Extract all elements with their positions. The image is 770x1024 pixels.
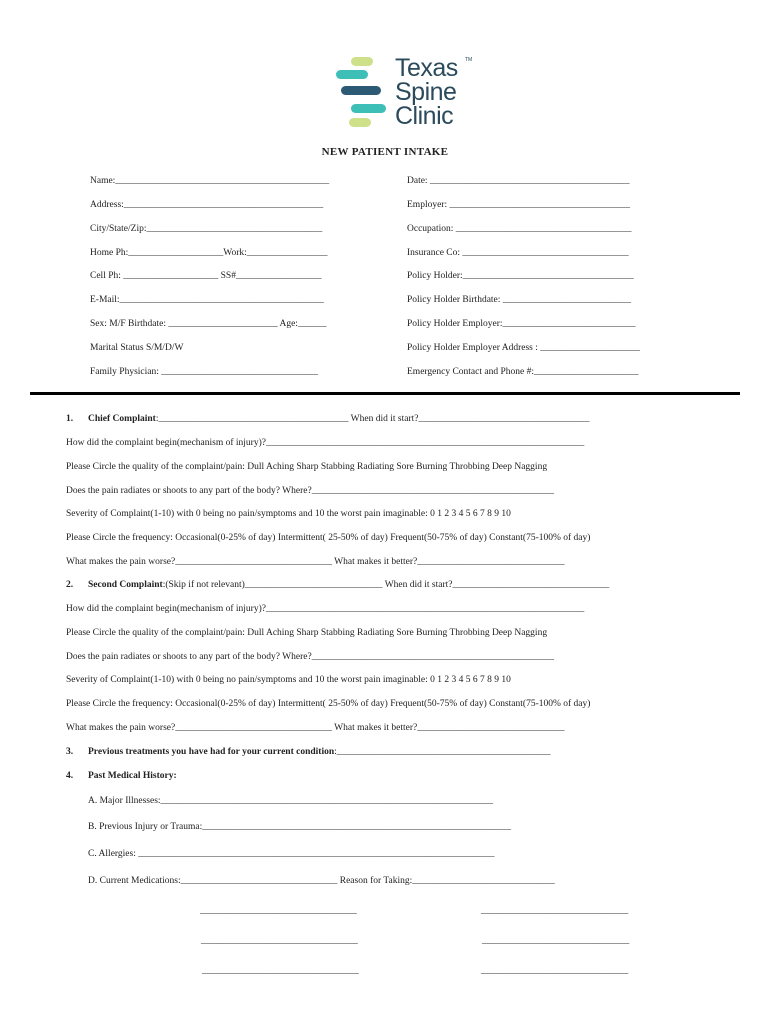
email-field[interactable]: E-Mail:___________________________________________ xyxy=(90,295,324,305)
complaint-2-mechanism-field[interactable]: How did the complaint begin(mechanism of injury)?___________________________________________________________________ xyxy=(66,604,585,614)
chief-complaint-label: Chief Complaint xyxy=(88,414,156,424)
medication-blank-right-1[interactable]: _______________________________ xyxy=(481,906,629,916)
section-divider xyxy=(30,392,740,395)
previous-treatments-line[interactable]: :_____________________________________________ xyxy=(334,747,551,757)
insurance-company-field[interactable]: Insurance Co: ___________________________________ xyxy=(407,248,629,258)
complaint-2-frequency-options[interactable]: Please Circle the frequency: Occasional(0-25% of day) Intermittent( 25-50% of day) Frequent(50-75% of day) Constant(75-100% of day) xyxy=(66,699,591,709)
complaint-1-radiation-field[interactable]: Does the pain radiates or shoots to any part of the body? Where?___________________________________________________ xyxy=(66,486,554,496)
policy-holder-birthdate-field[interactable]: Policy Holder Birthdate: ___________________________ xyxy=(407,295,632,305)
medication-blank-right-3[interactable]: _______________________________ xyxy=(481,966,629,976)
allergies-field[interactable]: C. Allergies: ___________________________________________________________________________ xyxy=(88,849,495,859)
medication-blank-right-2[interactable]: _______________________________ xyxy=(482,936,630,946)
city-state-zip-field[interactable]: City/State/Zip:_____________________________________ xyxy=(90,224,323,234)
question-2-number: 2. xyxy=(66,580,74,590)
previous-treatments-row[interactable] xyxy=(66,747,551,757)
question-1-number: 1. xyxy=(66,414,74,424)
address-field[interactable]: Address:__________________________________________ xyxy=(90,200,324,210)
complaint-2-worse-better-field[interactable]: What makes the pain worse?_________________________________ What makes it better?_______________________________ xyxy=(66,723,565,733)
second-complaint-row[interactable] xyxy=(66,580,609,590)
question-3-number: 3. xyxy=(66,747,74,757)
second-complaint-line[interactable]: :(Skip if not relevant)_____________________________ When did it start?_________________________________ xyxy=(162,580,610,590)
home-work-phone-field[interactable]: Home Ph:____________________Work:_________________ xyxy=(90,248,328,258)
logo-text-line-2: Spine xyxy=(395,78,457,106)
policy-holder-employer-address-field[interactable]: Policy Holder Employer Address : _____________________ xyxy=(407,343,640,353)
complaint-1-frequency-options[interactable]: Please Circle the frequency: Occasional(0-25% of day) Intermittent( 25-50% of day) Frequent(50-75% of day) Constant(75-100% of day) xyxy=(66,533,591,543)
chief-complaint-line[interactable]: :________________________________________ When did it start?____________________________________ xyxy=(155,414,590,424)
medication-blank-left-2[interactable]: _________________________________ xyxy=(201,936,358,946)
complaint-2-quality-options[interactable]: Please Circle the quality of the complaint/pain: Dull Aching Sharp Stabbing Radiating Sore Burning Throbbing Deep Nagging xyxy=(66,628,548,638)
policy-holder-field[interactable]: Policy Holder:____________________________________ xyxy=(407,271,634,281)
logo-text-line-1: Texas xyxy=(395,54,458,82)
major-illnesses-field[interactable]: A. Major Illnesses:______________________________________________________________________ xyxy=(88,796,494,806)
date-field[interactable]: Date: __________________________________________ xyxy=(407,176,630,186)
logo-trademark: TM xyxy=(465,57,473,63)
medication-blank-left-3[interactable]: _________________________________ xyxy=(202,966,359,976)
complaint-2-severity-options[interactable]: Severity of Complaint(1-10) with 0 being no pain/symptoms and 10 the worst pain imaginable: 0 1 2 3 4 5 6 7 8 9 10 xyxy=(66,675,511,685)
logo-bar-1 xyxy=(351,57,373,66)
family-physician-field[interactable]: Family Physician: _________________________________ xyxy=(90,367,318,377)
complaint-2-radiation-field[interactable]: Does the pain radiates or shoots to any part of the body? Where?___________________________________________________ xyxy=(66,652,554,662)
second-complaint-label: Second Complaint xyxy=(88,580,163,590)
logo-bar-4 xyxy=(351,104,386,113)
chief-complaint-row[interactable] xyxy=(66,414,589,424)
name-field[interactable]: Name:_____________________________________________ xyxy=(90,176,330,186)
employer-field[interactable]: Employer: ______________________________________ xyxy=(407,200,630,210)
logo-bar-3 xyxy=(341,86,381,95)
complaint-1-severity-options[interactable]: Severity of Complaint(1-10) with 0 being no pain/symptoms and 10 the worst pain imaginable: 0 1 2 3 4 5 6 7 8 9 10 xyxy=(66,509,511,519)
previous-injury-field[interactable]: B. Previous Injury or Trauma:_________________________________________________________________ xyxy=(88,822,512,832)
complaint-1-worse-better-field[interactable]: What makes the pain worse?_________________________________ What makes it better?_______________________________ xyxy=(66,557,565,567)
past-medical-history-label: Past Medical History: xyxy=(88,771,177,781)
marital-status-field[interactable]: Marital Status S/M/D/W xyxy=(90,343,184,353)
texas-spine-clinic-logo xyxy=(333,55,483,130)
sex-birthdate-age-field[interactable]: Sex: M/F Birthdate: _______________________ Age:______ xyxy=(90,319,327,329)
occupation-field[interactable]: Occupation: _____________________________________ xyxy=(407,224,632,234)
previous-treatments-label: Previous treatments you have had for your current condition xyxy=(88,747,335,757)
policy-holder-employer-field[interactable]: Policy Holder Employer:____________________________ xyxy=(407,319,636,329)
form-title: NEW PATIENT INTAKE xyxy=(321,146,449,158)
medication-blank-left-1[interactable]: _________________________________ xyxy=(200,906,357,916)
complaint-1-quality-options[interactable]: Please Circle the quality of the complaint/pain: Dull Aching Sharp Stabbing Radiating Sore Burning Throbbing Deep Nagging xyxy=(66,462,548,472)
complaint-1-mechanism-field[interactable]: How did the complaint begin(mechanism of injury)?___________________________________________________________________ xyxy=(66,438,585,448)
cell-phone-ss-field[interactable]: Cell Ph: ____________________ SS#__________________ xyxy=(90,271,322,281)
logo-text-line-3: Clinic xyxy=(395,102,454,130)
current-medications-field[interactable]: D. Current Medications:_________________________________ Reason for Taking:______________________________ xyxy=(88,876,555,886)
logo-bar-2 xyxy=(336,70,368,79)
logo-bar-5 xyxy=(349,118,371,127)
emergency-contact-field[interactable]: Emergency Contact and Phone #:______________________ xyxy=(407,367,639,377)
question-4-number: 4. xyxy=(66,771,74,781)
past-medical-history-row xyxy=(66,771,177,781)
